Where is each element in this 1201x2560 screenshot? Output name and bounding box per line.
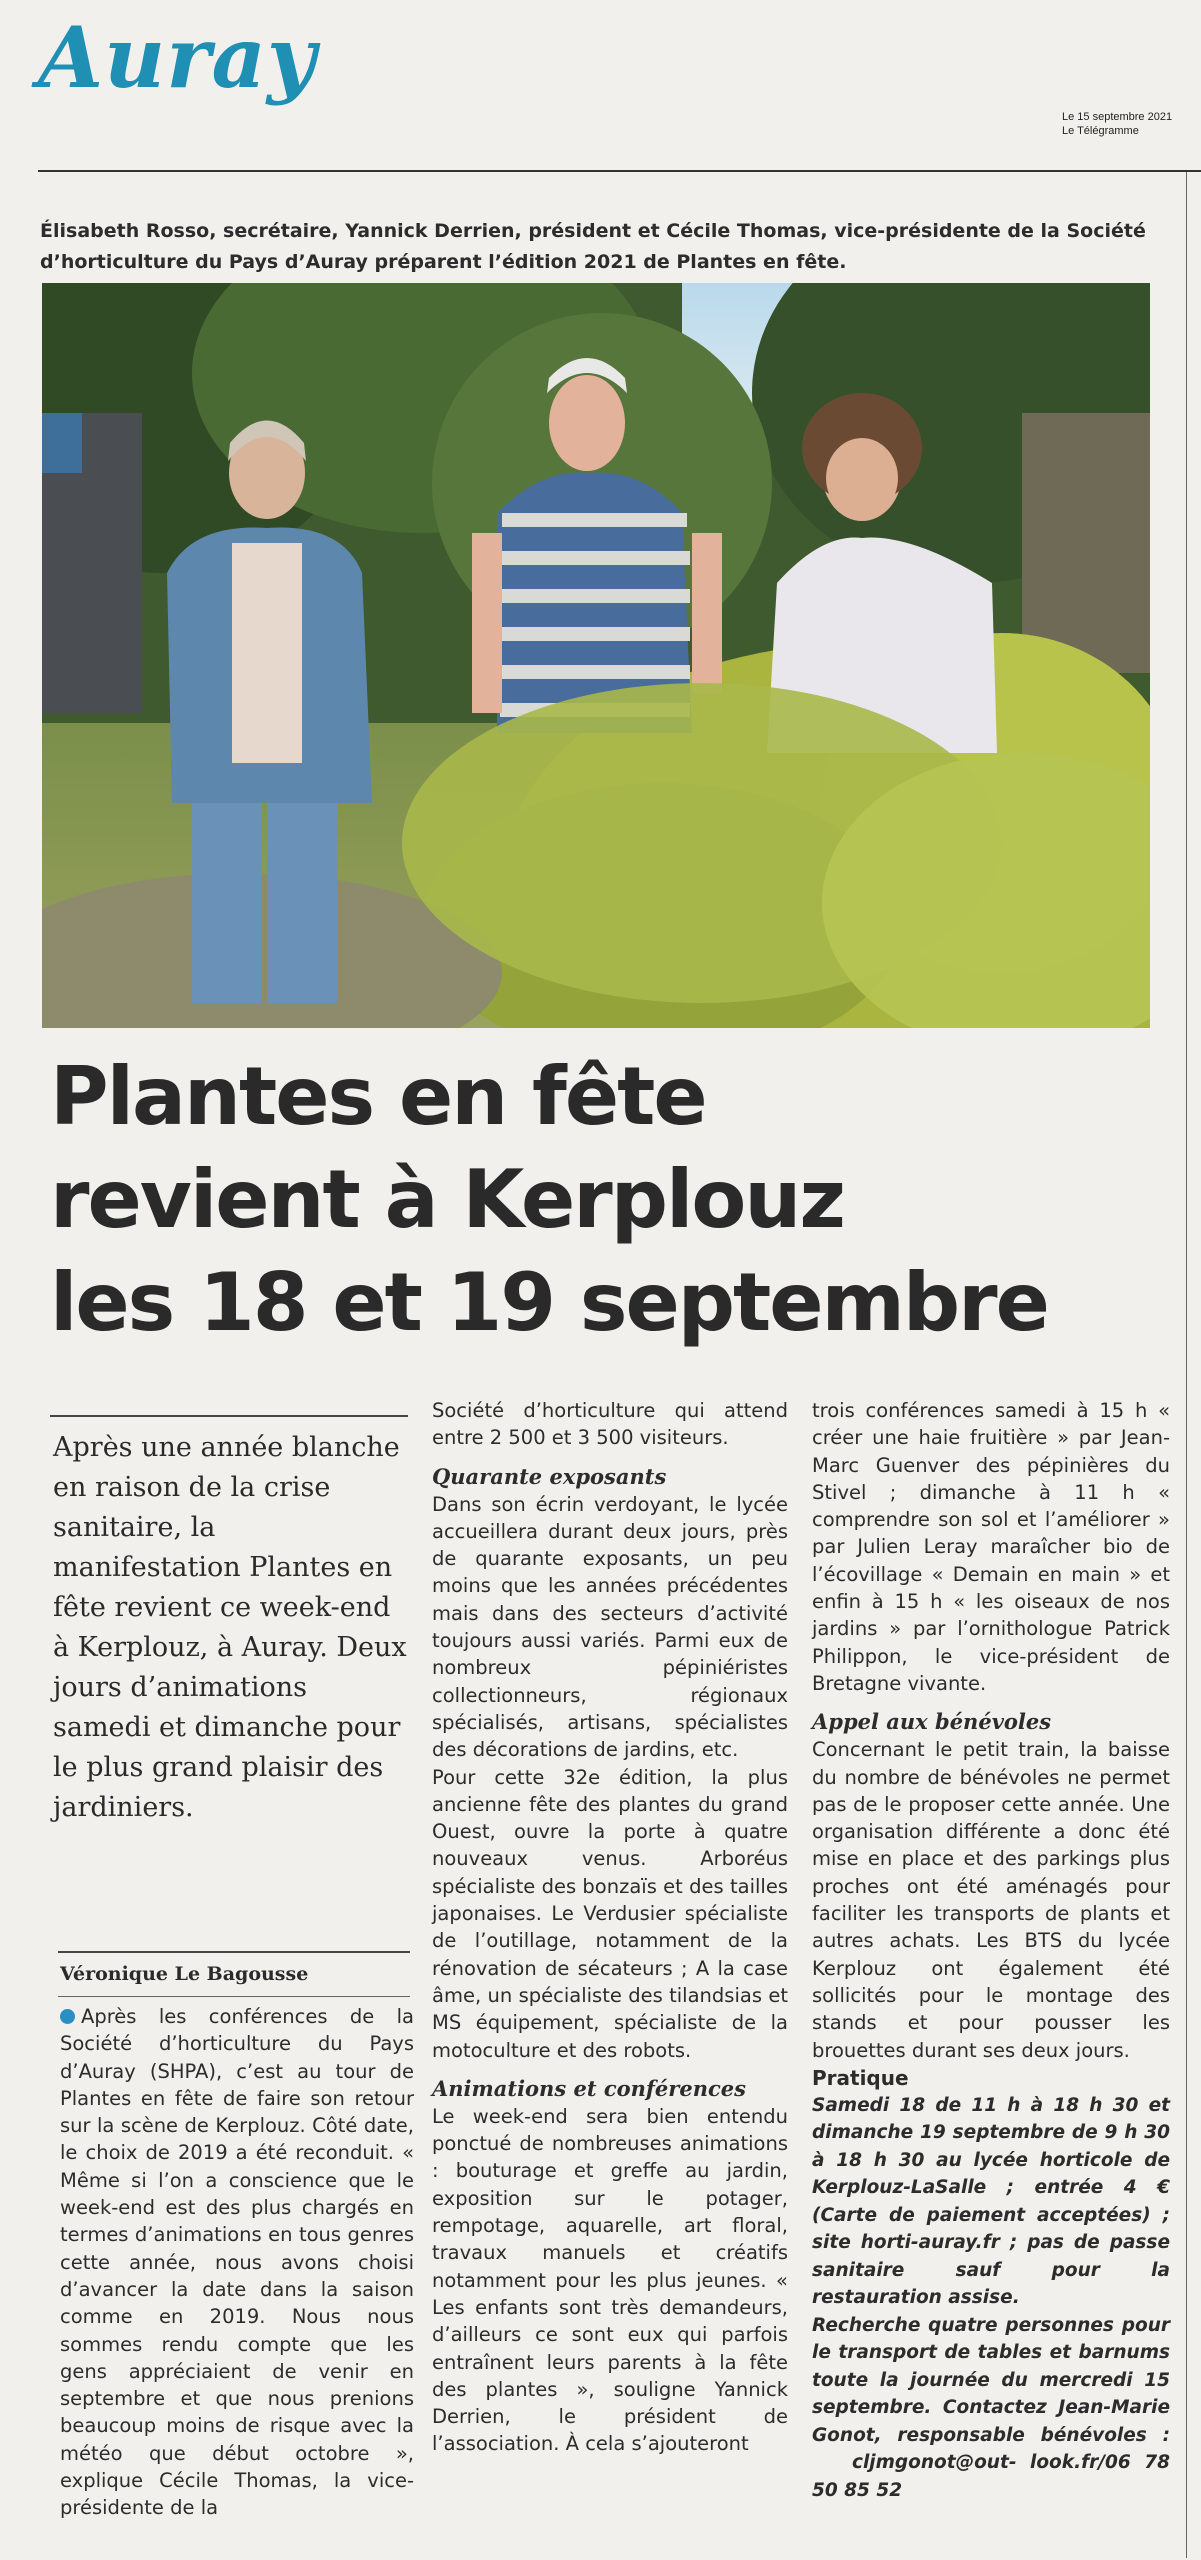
lead-rule bbox=[50, 1415, 408, 1417]
body-paragraph: Concernant le petit train, la baisse du nombre de bénévoles ne permet pas de le proposer cette année. Une organisation différente a donc été mise en place et des parkings plus proches ont été aménagés pour faciliter les transports de plants et autres achats. Les BTS du lycée Kerplouz ont également été sollicités pour le montage des stands et pour pousser les brouettes durant ses deux jours. bbox=[812, 1738, 1170, 2062]
headline-line-3: les 18 et 19 septembre bbox=[50, 1256, 1048, 1349]
article-column-2 bbox=[432, 1397, 788, 2458]
body-paragraph: trois conférences samedi à 15 h « créer une haie fruitière » par Jean-Marc Guenver des pépinières du Stivel ; dimanche à 11 h « comprendre son sol et l’améliorer » par Julien Leray maraîcher bio de l’écovillage « Demain en main » et enfin à 15 h « les oiseaux de nos jardins » par l’ornithologue Patrick Philippon, le vice-président de Bretagne vivante. bbox=[812, 1399, 1170, 1695]
publication-date: Le 15 septembre 2021 bbox=[1062, 111, 1173, 123]
volunteer-call-text bbox=[812, 2312, 1170, 2505]
photo-caption: Élisabeth Rosso, secrétaire, Yannick Derrien, président et Cécile Thomas, vice-présidente de la Société d’horticulture du Pays d’Auray préparent l’édition 2021 de Plantes en fête. bbox=[40, 220, 1146, 273]
contact-email-part-1: cljmgonot@out- bbox=[852, 2452, 1017, 2474]
right-rule bbox=[1186, 172, 1187, 2558]
article-column-3 bbox=[812, 1397, 1170, 2504]
publication-name: Le Télégramme bbox=[1062, 125, 1139, 137]
bullet-dot-icon bbox=[60, 2009, 75, 2024]
article-photo bbox=[42, 283, 1150, 1028]
body-paragraph: Société d’horticulture qui attend entre 2 500 et 3 500 visiteurs. bbox=[432, 1399, 788, 1450]
subheading-exposants: Quarante exposants bbox=[432, 1463, 667, 1489]
lead-paragraph: Après une année blanche en raison de la crise sanitaire, la manifestation Plantes en fête revient ce week-end à Kerplouz, à Auray. Deux jours d’animations samedi et dimanche pour le plus grand plaisir des jardiniers. bbox=[53, 1432, 407, 1823]
body-paragraph: Pour cette 32e édition, la plus ancienne fête des plantes du grand Ouest, ouvre la porte à quatre nouveaux venus. Arboréus spécialiste des bonzaïs et des tailles japonaises. Le Verdusier spécialiste de l’outillage, notamment de la rénovation de sécateurs ; A la case âme, un spécialiste des tilandsias et MS équipement, spécialiste de la motoculture et des robots. bbox=[432, 1765, 788, 2062]
body-paragraph bbox=[60, 2003, 414, 2522]
author-byline: Véronique Le Bagousse bbox=[60, 1963, 309, 1985]
dateline bbox=[1062, 110, 1172, 138]
article-column-1 bbox=[60, 2003, 414, 2522]
body-text: Après les conférences de la Société d’horticulture du Pays d’Auray (SHPA), c’est au tour de Plantes en fête de faire son retour sur la scène de Kerplouz. Côté date, le choix de 2019 a été reconduit. « Même si l’on a conscience que le week-end est des plus chargés en termes d’animations en tous genres cette année, nous avons choisi d’avancer la date dans la saison comme en 2019. Nous nous sommes rendu compte que les gens appréciaient de venir en septembre et que nous prenions beaucoup moins de risque avec la météo que début octobre », explique Cécile Thomas, la vice-présidente de la bbox=[60, 2005, 414, 2520]
headline-line-1: Plantes en fête bbox=[50, 1050, 706, 1143]
body-paragraph: Dans son écrin verdoyant, le lycée accueillera durant deux jours, près de quarante exposants, un peu moins que les années précédentes mais dans des secteurs d’activité toujours aussi variés. Parmi eux de nombreux pépiniéristes collectionneurs, régionaux spécialisés, artisans, spécialistes des décorations de jardins, etc. bbox=[432, 1492, 788, 1762]
contact-email-part-2: look.fr/06 78 50 85 52 bbox=[812, 2452, 1170, 2501]
body-paragraph: Le week-end sera bien entendu ponctué de nombreuses animations : bouturage et greffe au jardin, exposition sur le potager, rempotage, aquarelle, art floral, travaux manuels et créatifs notamment pour les plus jeunes. « Les enfants sont très demandeurs, d’ailleurs ce sont eux qui parfois entraînent leurs parents à la fête des plantes », souligne Yannick Derrien, le président de l’association. À cela s’ajouteront bbox=[432, 2104, 788, 2456]
author-rule-top bbox=[58, 1951, 410, 1953]
masthead-title: Auray bbox=[38, 8, 317, 107]
headline bbox=[50, 1045, 1150, 1354]
subheading-animations: Animations et conférences bbox=[432, 2075, 746, 2101]
subheading-benevoles: Appel aux bénévoles bbox=[812, 1709, 1052, 1735]
top-rule bbox=[38, 170, 1201, 172]
headline-line-2: revient à Kerplouz bbox=[50, 1153, 844, 1246]
volunteer-call-body: Recherche quatre personnes pour le transport de tables et barnums toute la journée du mercredi 15 septembre. Contactez Jean-Marie Gonot, responsable bénévoles : bbox=[812, 2314, 1170, 2446]
practical-info-title: Pratique bbox=[812, 2065, 909, 2090]
practical-info-text: Samedi 18 de 11 h à 18 h 30 et dimanche 19 septembre de 9 h 30 à 18 h 30 au lycée horticole de Kerplouz-LaSalle ; entrée 4 € (Carte de paiement acceptées) ; site horti-auray.fr ; pas de passe sanitaire sauf pour la restauration assise. bbox=[812, 2094, 1170, 2309]
author-rule-bottom bbox=[58, 1996, 410, 1997]
